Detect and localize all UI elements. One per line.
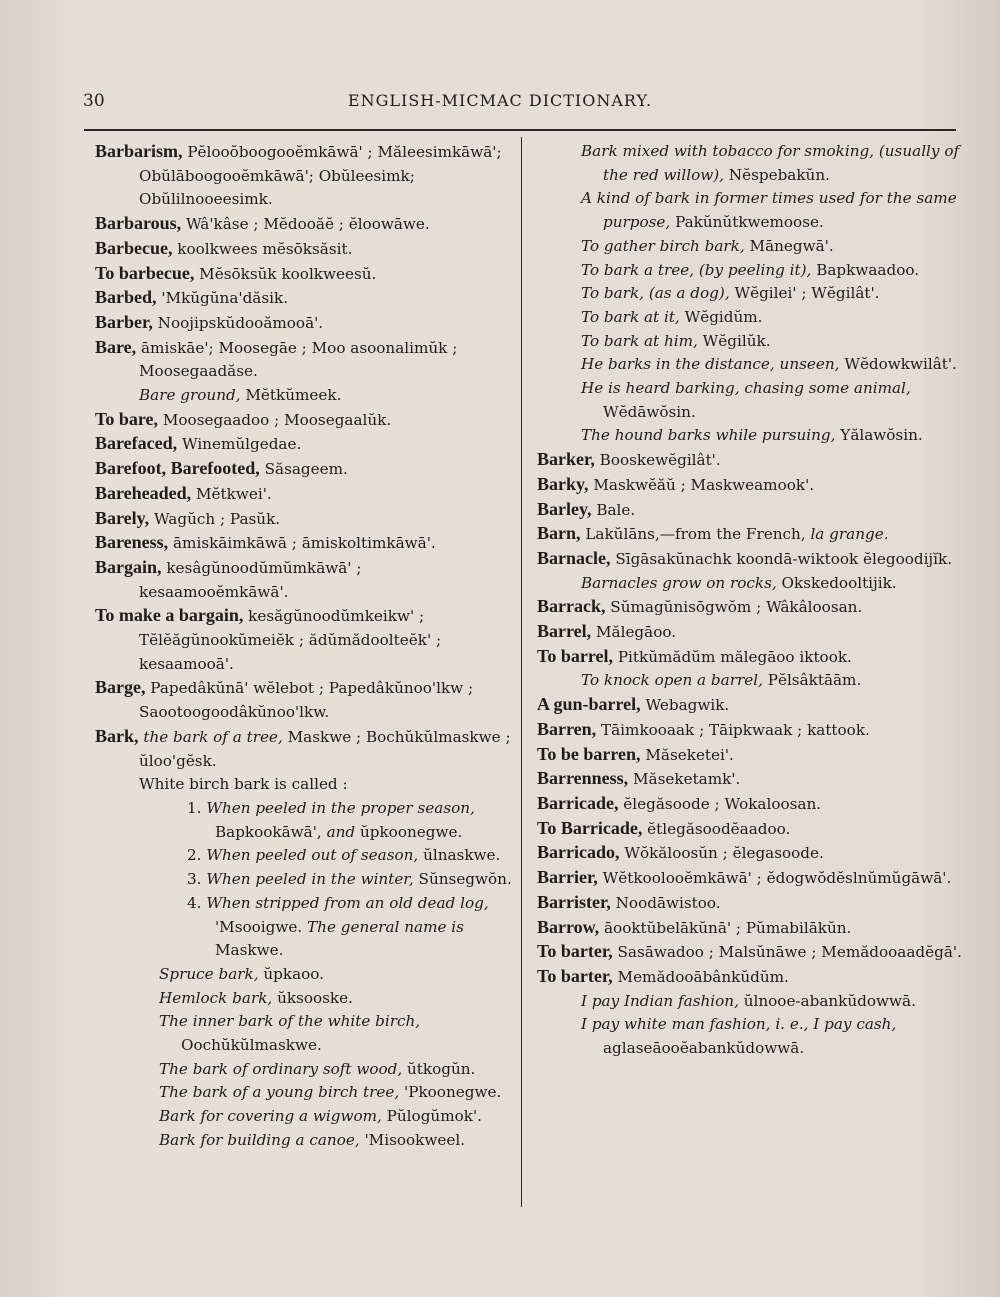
entry-translation: Memădooābânkŭdŭm. (612, 967, 789, 986)
entry-translation: Yălawŏsin. (835, 426, 923, 445)
entry-translation: Webagwik. (640, 696, 730, 715)
entry-translation: ŭpkoonegwe. (355, 822, 463, 841)
headword: Barber, (95, 311, 153, 332)
dictionary-entry (95, 262, 515, 287)
headword: Barrenness, (537, 768, 629, 789)
dictionary-entry (537, 718, 962, 743)
entry-translation: Mălegāoo. (591, 623, 677, 642)
dictionary-entry (537, 866, 962, 891)
headword: Barbecue, (95, 237, 173, 258)
headword: Barricado, (537, 842, 620, 863)
entry-translation: White birch bark is called : (139, 775, 348, 794)
dictionary-entry (537, 990, 962, 1014)
entry-translation: kesâgŭnoodŭmŭmkāwā' ; kesaamooĕmkāwā'. (139, 558, 362, 601)
entry-translation: Papedâkŭnā' wĕlebot ; Papedâkŭnoo'lkw ; Saootoogoodâkŭnoo'lkw. (139, 679, 474, 722)
dictionary-entry (95, 507, 515, 532)
entry-translation: Bapkwaadoo. (811, 260, 920, 279)
dictionary-entry (537, 767, 962, 792)
headword: To barter, (537, 965, 613, 986)
headword: To bare, (95, 408, 159, 429)
entry-gloss: When stripped from an old dead log, (206, 893, 489, 912)
dictionary-entry (95, 676, 515, 724)
entry-gloss: He is heard barking, chasing some animal, (581, 379, 911, 398)
entry-translation: Mĕtkwei'. (191, 484, 272, 503)
dictionary-entry (95, 844, 515, 868)
entry-translation: Mĕsōksŭk koolkweesŭ. (194, 264, 377, 283)
headword: To make a bargain, (95, 605, 244, 626)
dictionary-entry (95, 482, 515, 507)
entry-translation: Mĕtkŭmeek. (240, 386, 342, 405)
dictionary-entry (95, 457, 515, 482)
dictionary-entry (537, 940, 962, 965)
entry-translation: 'Pkoonegwe. (399, 1083, 502, 1102)
headword: Barky, (537, 473, 589, 494)
entry-translation: koolkwees mĕsōksăsit. (172, 239, 353, 258)
dictionary-entry (95, 773, 515, 797)
dictionary-entry (537, 330, 962, 354)
entry-gloss: The hound barks while pursuing, (581, 426, 836, 445)
dictionary-entry (95, 725, 515, 773)
entry-translation: Oochŭkŭlmaskwe. (181, 1036, 322, 1055)
entry-translation: Wĕdowkwilât'. (839, 355, 957, 374)
entry-translation: ŭlnooe-abankŭdowwā. (738, 991, 916, 1010)
header-rule (84, 129, 956, 131)
headword: To Barricade, (537, 817, 643, 838)
dictionary-entry (95, 604, 515, 676)
entry-translation: Sīgāsakŭnachk koondā-wiktook ĕlegoodijĭk. (610, 549, 953, 568)
entry-translation: Pitkŭmădŭm mălegāoo iktook. (613, 647, 852, 666)
entry-translation: ŭksooske. (272, 988, 353, 1007)
headword: Barrier, (537, 867, 598, 888)
dictionary-entry (95, 384, 515, 408)
entry-translation: Maskwe ; Bochŭkŭlmaskwe ; ŭloo'gĕsk. (139, 727, 511, 770)
entry-gloss: He barks in the distance, unseen, (581, 355, 840, 374)
dictionary-entry (537, 187, 962, 234)
entry-gloss: The general name is (307, 917, 464, 936)
headword: Barrow, (537, 916, 600, 937)
entry-gloss: and (326, 822, 356, 841)
entry-gloss: The inner bark of the white birch, (159, 1012, 421, 1031)
entry-translation: Wagŭch ; Pasŭk. (149, 509, 281, 528)
headword: Barnacle, (537, 547, 611, 568)
entry-translation: Maskwĕăŭ ; Maskweamook'. (588, 475, 815, 494)
entry-translation: āooktŭbelākŭnā' ; Pŭmabilākŭn. (599, 918, 852, 937)
dictionary-entry (537, 965, 962, 990)
running-title: ENGLISH-MICMAC DICTIONARY. (347, 91, 653, 110)
entry-translation: Sŭnsegwŏn. (413, 870, 512, 889)
dictionary-entry (95, 432, 515, 457)
entry-translation: Wĕdāwŏsin. (603, 402, 696, 421)
headword: Barricade, (537, 792, 619, 813)
headword: Barely, (95, 507, 150, 528)
entry-translation: Săsageem. (259, 460, 348, 479)
headword: Bargain, (95, 556, 162, 577)
entry-gloss: A kind of bark in former times used for the same purpose, (581, 189, 957, 232)
right-column (537, 140, 962, 1061)
entry-gloss: Spruce bark, (159, 964, 259, 983)
dictionary-entry (537, 282, 962, 306)
entry-translation: Pakŭnŭtkwemoose. (670, 213, 824, 232)
entry-translation: ŭtkogŭn. (402, 1059, 476, 1078)
entry-gloss: To bark a tree, (by peeling it), (581, 260, 812, 279)
headword: Barrack, (537, 596, 606, 617)
entry-translation: 'Msooigwe. (215, 917, 308, 936)
dictionary-entry (537, 473, 962, 498)
entry-translation: Wĕtkoolooĕmkāwā' ; ĕdogwŏdĕslnŭmŭgāwā'. (597, 869, 952, 888)
entry-translation: 'Misookweel. (359, 1130, 466, 1149)
entry-gloss: When peeled in the winter, (206, 870, 414, 889)
dictionary-entry (537, 498, 962, 523)
dictionary-entry (537, 377, 962, 424)
dictionary-entry (537, 595, 962, 620)
dictionary-entry (537, 1013, 962, 1060)
dictionary-entry (537, 792, 962, 817)
entry-gloss: When peeled in the proper season, (206, 798, 475, 817)
dictionary-entry (95, 556, 515, 604)
headword: Barbarous, (95, 213, 182, 234)
entry-gloss: la grange. (810, 525, 889, 544)
headword: To barter, (537, 941, 613, 962)
headword: Barrister, (537, 891, 611, 912)
entry-translation: Okskedooltijik. (776, 573, 897, 592)
entry-number: 3. (187, 870, 207, 889)
dictionary-entry (95, 892, 515, 963)
dictionary-entry (537, 620, 962, 645)
dictionary-entry (537, 353, 962, 377)
entry-gloss: To bark, (as a dog), (581, 284, 730, 303)
entry-gloss: I pay Indian fashion, (581, 991, 739, 1010)
entry-gloss: To knock open a barrel, (581, 671, 763, 690)
headword: To be barren, (537, 743, 641, 764)
headword: Barefaced, (95, 433, 178, 454)
entry-translation: ŭpkaoo. (258, 964, 324, 983)
entry-translation: Pĕlsâktāām. (762, 671, 862, 690)
entry-gloss: To bark at him, (581, 331, 698, 350)
headword: Barbed, (95, 287, 157, 308)
dictionary-entry (95, 1129, 515, 1153)
headword: Bare, (95, 336, 137, 357)
dictionary-entry (537, 572, 962, 596)
headword: Barefoot, Barefooted, (95, 458, 260, 479)
entry-number: 2. (187, 846, 207, 865)
entry-translation: Sŭmagŭnisōgwŏm ; Wâkâloosan. (605, 598, 863, 617)
entry-gloss: To bark at it, (581, 307, 680, 326)
entry-translation: Măseketamk'. (628, 770, 741, 789)
headword: To barbecue, (95, 262, 195, 283)
headword: A gun-barrel, (537, 694, 641, 715)
dictionary-entry (537, 669, 962, 693)
headword: Barker, (537, 449, 595, 470)
entry-gloss: The bark of ordinary soft wood, (159, 1059, 403, 1078)
dictionary-entry (537, 841, 962, 866)
entry-translation: aglaseāooĕabankŭdowwā. (603, 1039, 805, 1058)
entry-translation: Lakŭlāns,—from the French, (580, 525, 811, 544)
dictionary-entry (95, 1081, 515, 1105)
headword: Barge, (95, 677, 146, 698)
entry-number: 4. (187, 893, 207, 912)
entry-translation: Tāimkooaak ; Tāipkwaak ; kattook. (596, 720, 870, 739)
entry-gloss: Bark for building a canoe, (159, 1130, 360, 1149)
entry-translation: āmiskāimkāwā ; āmiskoltimkāwā'. (168, 534, 436, 553)
headword: Bareheaded, (95, 482, 192, 503)
entry-gloss: To gather birch bark, (581, 236, 745, 255)
entry-gloss: I pay white man fashion, i. e., I pay cash, (581, 1015, 897, 1034)
dictionary-entry (537, 448, 962, 473)
headword: Barrel, (537, 621, 592, 642)
dictionary-entry (95, 212, 515, 237)
entry-gloss: Bark for covering a wigwom, (159, 1107, 382, 1126)
dictionary-entry (537, 306, 962, 330)
headword: Bark, (95, 725, 139, 746)
entry-translation: Mānegwā'. (744, 236, 834, 255)
left-column (95, 140, 515, 1153)
entry-translation: Bale. (591, 500, 636, 519)
dictionary-entry (537, 645, 962, 670)
dictionary-entry (95, 1105, 515, 1129)
dictionary-entry (95, 797, 515, 844)
dictionary-entry (95, 531, 515, 556)
entry-translation: 'Mkŭgŭna'dăsik. (156, 289, 289, 308)
entry-translation: Winemŭlgedae. (177, 435, 302, 454)
entry-translation: ĕlegăsoode ; Wokaloosan. (618, 794, 822, 813)
entry-gloss: Hemlock bark, (159, 988, 273, 1007)
dictionary-entry (95, 868, 515, 892)
entry-translation: Wŏkăloosŭn ; ĕlegasoode. (619, 844, 824, 863)
entry-translation: Wâ'kâse ; Mĕdooăĕ ; ĕloowāwe. (181, 215, 430, 234)
entry-translation: Wĕgilŭk. (697, 331, 771, 350)
dictionary-entry (537, 891, 962, 916)
page-number: 30 (83, 91, 105, 111)
entry-translation: Noodāwistoo. (610, 893, 721, 912)
entry-gloss: Barnacles grow on rocks, (581, 573, 777, 592)
dictionary-entry (537, 424, 962, 448)
dictionary-entry (95, 987, 515, 1011)
entry-translation: ĕtlegăsoodĕaadoo. (642, 819, 791, 838)
entry-translation: Măseketei'. (640, 745, 734, 764)
dictionary-entry (537, 817, 962, 842)
entry-translation: Sasāwadoo ; Malsŭnāwe ; Memădooaadĕgā'. (612, 943, 962, 962)
headword: Barren, (537, 718, 597, 739)
entry-translation: Bapkookāwā', (215, 822, 327, 841)
dictionary-entry (537, 235, 962, 259)
entry-translation: Noojipskŭdooămooā'. (152, 313, 324, 332)
dictionary-entry (95, 311, 515, 336)
entry-gloss: Bare ground, (139, 386, 241, 405)
entry-translation: Pŭlogŭmok'. (381, 1107, 482, 1126)
dictionary-entry (537, 522, 962, 547)
dictionary-entry (95, 408, 515, 433)
dictionary-entry (537, 743, 962, 768)
dictionary-entry (95, 1010, 515, 1057)
entry-translation: Maskwe. (215, 941, 284, 960)
dictionary-entry (537, 259, 962, 283)
column-divider (521, 137, 522, 1207)
entry-gloss: the bark of a tree, (138, 727, 283, 746)
entry-gloss: The bark of a young birch tree, (159, 1083, 400, 1102)
entry-translation: Pĕlooŏboogooĕmkāwā' ; Măleesimkāwā'; Obŭlāboogooĕmkāwā'; Obŭleesimk; Obŭlilnooeesimk. (139, 143, 502, 209)
headword: Bareness, (95, 532, 169, 553)
dictionary-entry (95, 140, 515, 212)
headword: Barley, (537, 498, 592, 519)
entry-translation: ŭlnaskwe. (418, 846, 501, 865)
headword: Barbarism, (95, 141, 183, 161)
headword: To barrel, (537, 645, 614, 666)
entry-translation: āmiskāe'; Moosegāe ; Moo asoonalimŭk ; Moosegaadăse. (136, 338, 458, 381)
dictionary-entry (95, 286, 515, 311)
dictionary-entry (537, 140, 962, 187)
dictionary-entry (537, 916, 962, 941)
dictionary-entry (95, 963, 515, 987)
entry-gloss: Bark mixed with tobacco for smoking, (usually of the red willow), (581, 142, 960, 184)
dictionary-entry (95, 237, 515, 262)
entry-translation: Moosegaadoo ; Moosegaalŭk. (158, 410, 392, 429)
entry-translation: Wĕgidŭm. (679, 307, 763, 326)
dictionary-entry (95, 336, 515, 384)
entry-translation: Booskewĕgilât'. (594, 451, 721, 470)
entry-number: 1. (187, 798, 207, 817)
headword: Barn, (537, 523, 581, 544)
entry-translation: Nĕspebakŭn. (723, 165, 830, 184)
dictionary-entry (537, 693, 962, 718)
entry-gloss: When peeled out of season, (206, 846, 419, 865)
dictionary-entry (95, 1058, 515, 1082)
dictionary-entry (537, 547, 962, 572)
entry-translation: kesăgŭnoodŭmkeikw' ; Tĕlĕăgŭnookŭmeiĕk ; ădŭmădoolteĕk' ; kesaamooā'. (139, 607, 442, 673)
entry-translation: Wĕgilei' ; Wĕgilât'. (729, 284, 880, 303)
